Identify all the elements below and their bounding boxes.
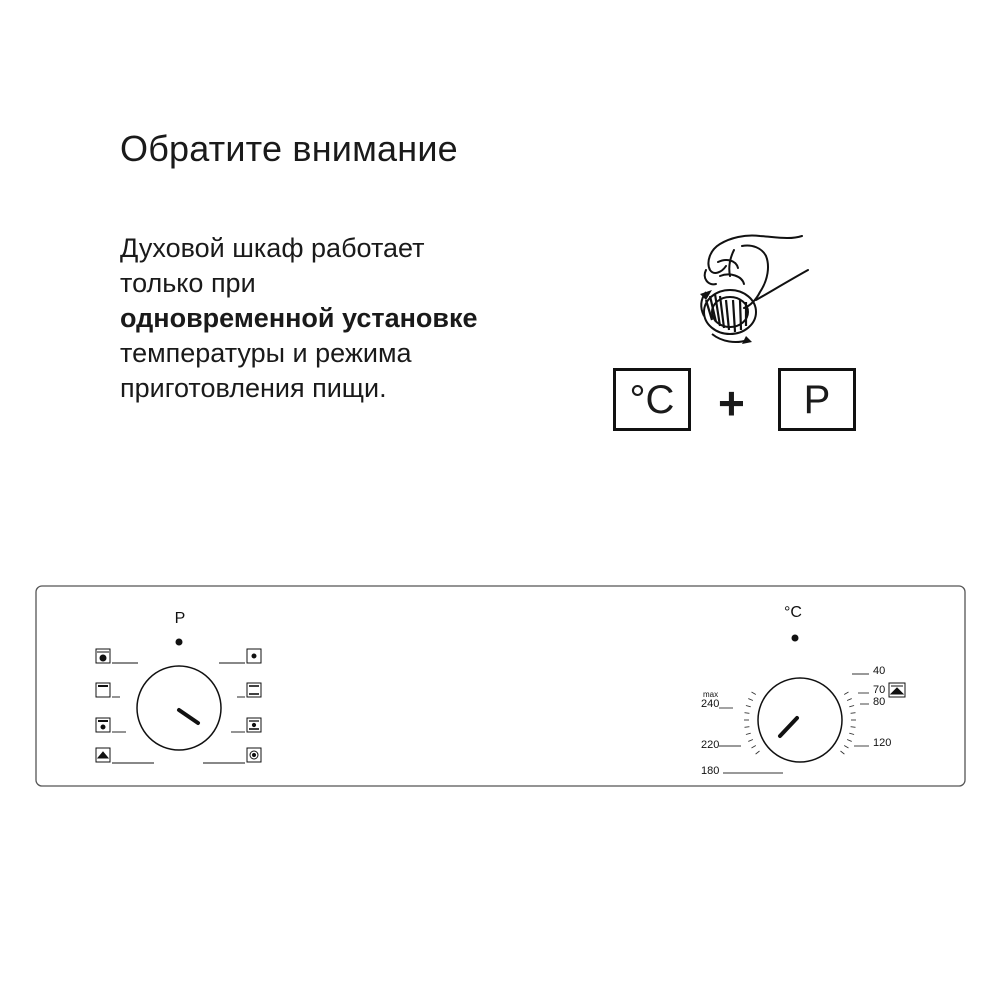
notice-title: Обратите внимание xyxy=(120,128,458,169)
temp-scale-tick xyxy=(849,733,854,734)
notice-line-1: Духовой шкаф работает xyxy=(120,233,425,263)
grill-fan-icon xyxy=(96,718,110,732)
temp-scale-tick xyxy=(752,746,756,749)
temp-scale-tick xyxy=(752,692,756,695)
mode-knob-label: P xyxy=(174,610,186,627)
defrost-fan-icon xyxy=(96,649,110,663)
notice-line-5: приготовления пищи. xyxy=(120,373,387,403)
temp-label-70: 70 xyxy=(873,684,886,696)
notice-line-4: температуры и режима xyxy=(120,338,412,368)
fan-icon xyxy=(247,649,261,663)
temp-knob-label: °C xyxy=(784,604,802,621)
temp-label-40: 40 xyxy=(873,665,886,677)
temp-scale-tick xyxy=(841,751,845,754)
grill-tray-icon xyxy=(96,748,110,762)
mode-box: P xyxy=(778,368,856,431)
temp-scale-tick xyxy=(851,727,856,728)
notice-line-3-bold: одновременной установке xyxy=(120,303,478,333)
notice-line-2: только при xyxy=(120,268,256,298)
temp-scale-tick xyxy=(746,733,751,734)
temp-label-180: 180 xyxy=(701,765,720,777)
temp-scale-tick xyxy=(748,699,753,701)
fan-ring-icon xyxy=(247,748,261,762)
temp-scale-tick xyxy=(756,751,760,754)
temp-scale-tick xyxy=(847,740,852,742)
temperature-box: °C xyxy=(613,368,691,431)
temp-scale-tick xyxy=(849,706,854,707)
mode-knob[interactable] xyxy=(137,666,221,750)
temp-scale-tick xyxy=(745,713,750,714)
top-heat-icon xyxy=(96,683,110,697)
plus-sign: + xyxy=(718,377,745,429)
temp-knob-indicator-dot xyxy=(792,635,799,642)
bottom-fan-icon xyxy=(247,718,261,732)
top-bottom-heat-icon xyxy=(247,683,261,697)
temp-scale-tick xyxy=(745,727,750,728)
temp-scale-tick xyxy=(844,692,848,695)
mode-knob-indicator-dot xyxy=(176,639,183,646)
temp-label-max: max xyxy=(703,690,719,699)
temp-label-240: 240 xyxy=(701,698,720,710)
temp-label-120: 120 xyxy=(873,737,892,749)
steam-tray-icon xyxy=(889,683,905,697)
temp-scale-tick xyxy=(844,746,848,749)
temperature-knob[interactable] xyxy=(758,678,842,762)
temp-label-80: 80 xyxy=(873,696,886,708)
temp-scale-tick xyxy=(847,699,852,701)
temp-scale-tick xyxy=(746,706,751,707)
temp-scale-tick xyxy=(851,713,856,714)
temp-scale-tick xyxy=(748,740,753,742)
temp-label-220: 220 xyxy=(701,739,720,751)
